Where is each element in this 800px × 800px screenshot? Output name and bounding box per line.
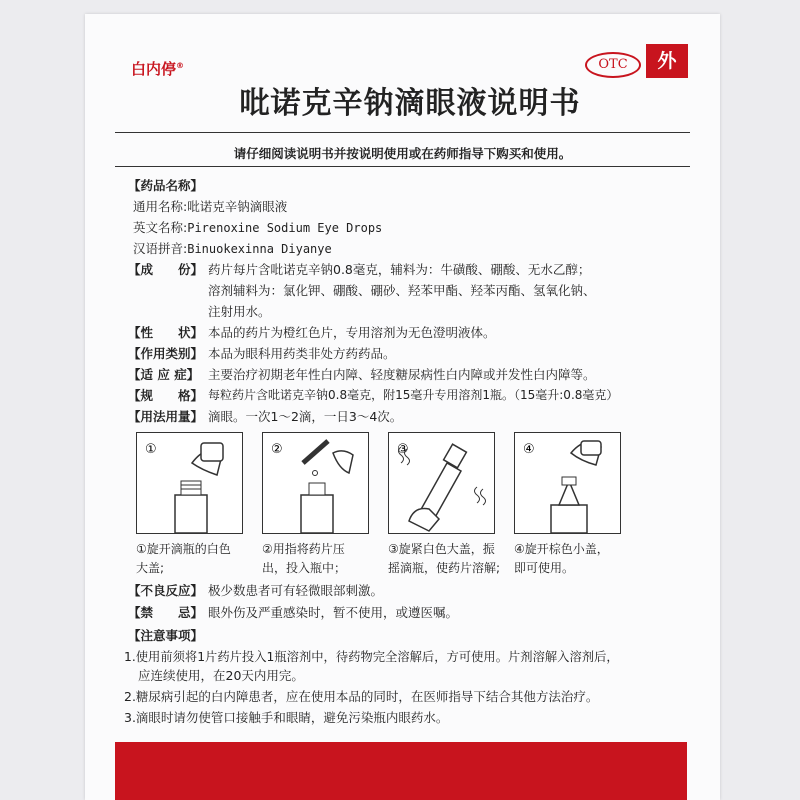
composition-text: 药片每片含吡诺克辛钠0.8毫克，辅料为：牛磺酸、硼酸、无水乙醇； bbox=[208, 262, 591, 277]
precaution-item: 1.使用前须将1片药片投入1瓶溶剂中，待药物完全溶解后，方可使用。片剂溶解入溶剂后， bbox=[124, 650, 619, 664]
character-label: 【性 状】 bbox=[128, 325, 204, 340]
precaution-item: 应连续使用，在20天内用完。 bbox=[138, 668, 304, 683]
usage-text: 滴眼。一次1～2滴，一日3～4次。 bbox=[208, 409, 403, 424]
usage-label: 【用法用量】 bbox=[128, 409, 204, 424]
section-heading: 【药品名称】 bbox=[128, 178, 204, 193]
step-caption: ③旋紧白色大盖，振 摇滴瓶，使药片溶解; bbox=[388, 542, 501, 575]
otc-badge: OTC bbox=[585, 52, 641, 78]
composition-text: 溶剂辅料为：氯化钾、硼酸、硼砂、羟苯甲酯、羟苯丙酯、氢氧化钠、 bbox=[208, 283, 596, 298]
spec-label: 【规 格】 bbox=[128, 388, 204, 403]
step-caption: ④旋开棕色小盖， 即可使用。 bbox=[514, 542, 609, 575]
footer-red-band bbox=[115, 742, 687, 800]
divider bbox=[115, 132, 690, 133]
page-title: 吡诺克辛钠滴眼液说明书 bbox=[239, 86, 581, 121]
indication-label: 【适 应 症】 bbox=[128, 367, 200, 382]
spec-text: 每粒药片含吡诺克辛钠0.8毫克，附15毫升专用溶剂1瓶。（15毫升:0.8毫克） bbox=[208, 388, 619, 402]
precautions-heading: 【注意事项】 bbox=[128, 628, 204, 643]
divider bbox=[115, 166, 690, 167]
usage-notice: 请仔细阅读说明书并按说明使用或在药师指导下购买和使用。 bbox=[233, 146, 572, 161]
contra-text: 眼外伤及严重感染时，暂不使用，或遵医嘱。 bbox=[208, 605, 459, 620]
category-text: 本品为眼科用药类非处方药药品。 bbox=[208, 346, 396, 361]
step-caption: ②用指将药片压 出，投入瓶中； bbox=[262, 542, 347, 575]
step-illustration-open-small-cap bbox=[514, 432, 621, 534]
adverse-label: 【不良反应】 bbox=[128, 583, 204, 598]
svg-text:③: ③ bbox=[397, 442, 409, 457]
step-illustration-open-cap bbox=[136, 432, 243, 534]
composition-text: 注射用水。 bbox=[208, 304, 271, 319]
contra-label: 【禁 忌】 bbox=[128, 605, 204, 620]
category-label: 【作用类别】 bbox=[128, 346, 204, 361]
precaution-item: 2.糖尿病引起的白内障患者，应在使用本品的同时，在医师指导下结合其他方法治疗。 bbox=[124, 689, 599, 704]
external-use-badge: 外 bbox=[646, 44, 688, 78]
brand-logo: 白内停® bbox=[131, 60, 185, 78]
composition-label: 【成 份】 bbox=[128, 262, 204, 277]
step-caption: ①旋开滴瓶的白色 大盖; bbox=[136, 542, 231, 575]
step-number: ① bbox=[145, 442, 157, 457]
svg-text:②: ② bbox=[271, 442, 283, 457]
precaution-item: 3.滴眼时请勿使管口接触手和眼睛，避免污染瓶内眼药水。 bbox=[124, 710, 449, 725]
adverse-text: 极少数患者可有轻微眼部刺激。 bbox=[208, 583, 384, 598]
indication-text: 主要治疗初期老年性白内障、轻度糖尿病性白内障或并发性白内障等。 bbox=[208, 367, 596, 382]
pinyin-row: 汉语拼音:Binuokexinna Diyanye bbox=[133, 241, 332, 256]
svg-text:④: ④ bbox=[523, 442, 535, 457]
step-illustration-press-tablet bbox=[262, 432, 369, 534]
step-illustration-shake bbox=[388, 432, 495, 534]
generic-name-row: 通用名称:吡诺克辛钠滴眼液 bbox=[133, 199, 288, 214]
character-text: 本品的药片为橙红色片，专用溶剂为无色澄明液体。 bbox=[208, 325, 496, 340]
english-name-row: 英文名称:Pirenoxine Sodium Eye Drops bbox=[133, 220, 383, 235]
